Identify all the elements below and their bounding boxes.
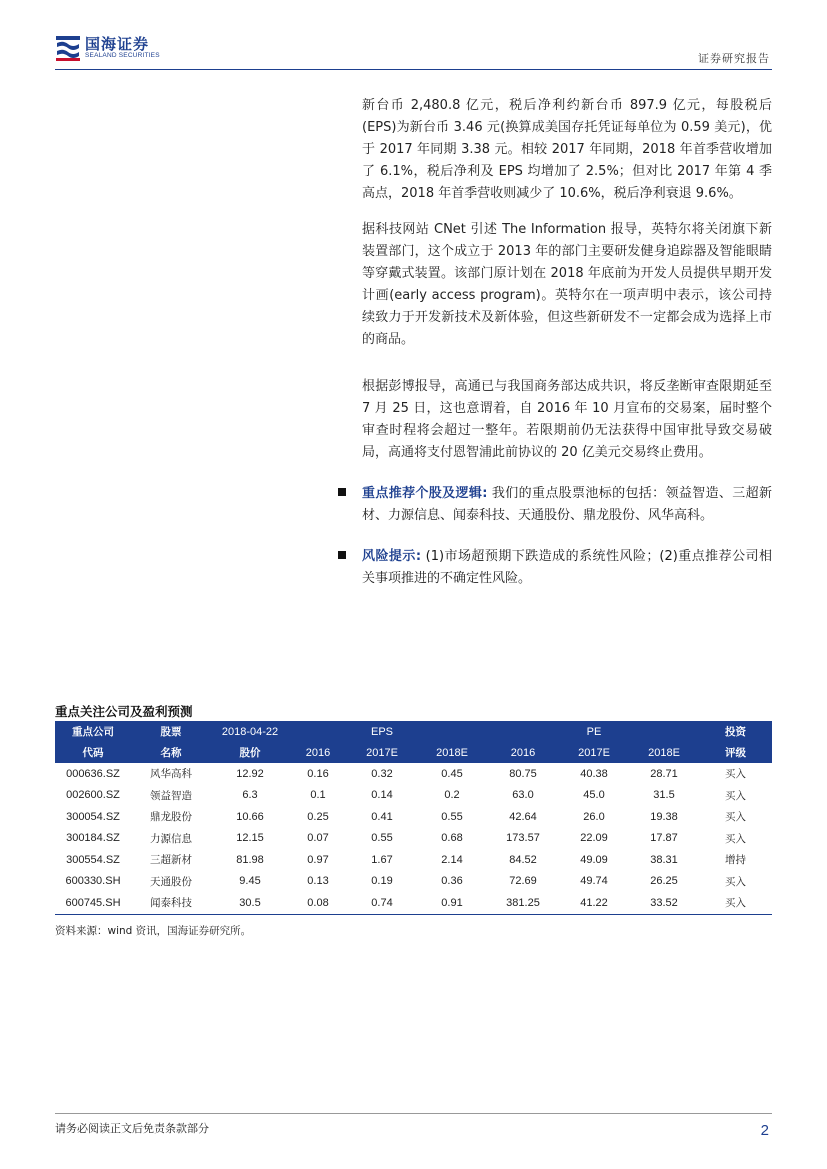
table-cell: 600745.SH <box>55 892 131 914</box>
header-cell: 2016 <box>289 742 347 763</box>
header-cell <box>629 721 699 742</box>
table-row <box>55 806 772 828</box>
table-cell: 0.45 <box>441 767 463 780</box>
table-cell: 381.25 <box>487 892 559 914</box>
table-cell: 0.07 <box>307 832 329 845</box>
table-cell: 0.91 <box>417 892 487 914</box>
bullet-risks <box>338 546 772 590</box>
table-cell: 22.09 <box>580 832 608 845</box>
paragraph-tsmc <box>362 95 772 205</box>
table-cell: 0.55 <box>371 832 393 845</box>
paragraph-qualcomm <box>362 376 772 464</box>
table-cell: 19.38 <box>650 810 678 823</box>
logo-english-name: SEALAND SECURITIES <box>85 52 160 59</box>
header-divider <box>55 69 772 70</box>
table-header-row <box>55 742 772 763</box>
header-cell: 代码 <box>55 742 131 763</box>
bullet-recommendations <box>338 483 772 527</box>
header-cell: PE <box>559 721 629 742</box>
table-cell: 0.1 <box>310 789 326 802</box>
table-cell: 天通股份 <box>150 875 192 888</box>
table-cell: 38.31 <box>650 853 678 866</box>
paragraph-text: 新台币 2,480.8 亿元，税后净利约新台币 897.9 亿元，每股税后(EPS)为新台币 3.46 元(换算成美国存托凭证每单位为 0.59 美元)，优于 2017 年同期 3.38 元。相较 2017 年同期，2018 年首季营收增加了 6.1%，税后净利及 EPS 均增加了 2.5%；但对比 2017 年第 4 季高点，2018 年首季营收则减少了 10.6%，税后净利衰退 9.6%。 <box>362 98 772 201</box>
header-cell: 2017E <box>347 742 417 763</box>
table-cell: 三超新材 <box>150 854 192 867</box>
table-source-note: 资料来源：wind 资讯，国海证券研究所。 <box>55 925 252 937</box>
header-cell <box>417 721 487 742</box>
header-cell: 2018E <box>629 742 699 763</box>
table-row <box>55 849 772 871</box>
forecast-table <box>55 721 772 915</box>
table-cell: 0.2 <box>444 789 460 802</box>
table-cell: 26.0 <box>583 810 605 823</box>
header-cell: 2016 <box>487 742 559 763</box>
table-cell: 0.25 <box>307 810 329 823</box>
table-cell: 49.09 <box>580 853 608 866</box>
table-cell: 0.97 <box>307 853 329 866</box>
header-cell: 名称 <box>131 742 211 763</box>
table-cell: 000636.SZ <box>66 767 120 780</box>
bullet-text: 我们的重点股票池标的包括：领益智造、三超新材、力源信息、闻泰科技、天通股份、鼎龙股份、风华高科。 <box>362 486 772 523</box>
table-cell: 0.16 <box>307 767 329 780</box>
table-cell: 买入 <box>725 811 746 824</box>
table-cell: 81.98 <box>236 853 264 866</box>
table-cell: 41.22 <box>559 892 629 914</box>
page-header <box>55 34 772 70</box>
header-cell: 投资 <box>699 721 772 742</box>
report-type-label: 证券研究报告 <box>698 52 770 65</box>
bullet-square-icon <box>338 488 346 496</box>
header-cell <box>289 721 347 742</box>
table-cell: 31.5 <box>653 789 675 802</box>
table-cell: 买入 <box>725 875 746 888</box>
table-cell: 买入 <box>725 832 746 845</box>
table-row <box>55 892 772 914</box>
company-logo <box>55 34 160 62</box>
table-cell: 增持 <box>725 854 746 867</box>
header-cell: 重点公司 <box>55 721 131 742</box>
table-cell: 33.52 <box>629 892 699 914</box>
table-cell: 72.69 <box>509 875 537 888</box>
bullet-square-icon <box>338 551 346 559</box>
table-cell: 10.66 <box>236 810 264 823</box>
table-cell: 0.13 <box>307 875 329 888</box>
table-cell: 0.19 <box>371 875 393 888</box>
table-cell: 12.92 <box>236 767 264 780</box>
disclaimer-note: 请务必阅读正文后免责条款部分 <box>55 1122 209 1135</box>
table-row <box>55 871 772 893</box>
table-cell: 0.41 <box>371 810 393 823</box>
page-number: 2 <box>760 1122 769 1139</box>
table-cell: 0.55 <box>441 810 463 823</box>
table-cell: 1.67 <box>371 853 393 866</box>
table-cell: 49.74 <box>580 875 608 888</box>
paragraph-text: 据科技网站 CNet 引述 The Information 报导，英特尔将关闭旗下新装置部门，这个成立于 2013 年的部门主要研发健身追踪器及智能眼睛等穿戴式装置。该部门原计划在 2018 年底前为开发人员提供早期开发计画(early access program)。英特尔在一项声明中表示，该公司持续致力于开发新技术及新体验，但这些新研发不一定都会成为选择上市的商品。 <box>362 222 772 347</box>
bullet-title: 重点推荐个股及逻辑: <box>362 486 488 501</box>
table-cell: 300054.SZ <box>66 810 120 823</box>
table-cell: 002600.SZ <box>66 789 120 802</box>
table-cell: 30.5 <box>211 892 289 914</box>
header-cell: 股票 <box>131 721 211 742</box>
table-cell: 买入 <box>699 892 772 914</box>
table-cell: 40.38 <box>580 767 608 780</box>
table-cell: 力源信息 <box>150 832 192 845</box>
header-cell: 评级 <box>699 742 772 763</box>
header-cell: 2018-04-22 <box>211 721 289 742</box>
table-cell: 闻泰科技 <box>131 892 211 914</box>
header-cell <box>487 721 559 742</box>
table-row <box>55 828 772 850</box>
bullet-text: (1)市场超预期下跌造成的系统性风险；(2)重点推荐公司相关事项推进的不确定性风险。 <box>362 549 773 586</box>
table-row <box>55 785 772 807</box>
table-cell: 买入 <box>725 789 746 802</box>
header-cell: EPS <box>347 721 417 742</box>
table-cell: 0.08 <box>289 892 347 914</box>
table-cell: 26.25 <box>650 875 678 888</box>
header-cell: 股价 <box>211 742 289 763</box>
table-cell: 0.74 <box>347 892 417 914</box>
table-cell: 42.64 <box>509 810 537 823</box>
table-title: 重点关注公司及盈利预测 <box>55 704 193 719</box>
paragraph-intel <box>362 219 772 351</box>
table-cell: 84.52 <box>509 853 537 866</box>
table-cell: 28.71 <box>650 767 678 780</box>
header-cell: 2017E <box>559 742 629 763</box>
table-cell: 买入 <box>725 768 746 781</box>
table-cell: 173.57 <box>506 832 540 845</box>
table-cell: 0.68 <box>441 832 463 845</box>
table-cell: 鼎龙股份 <box>150 811 192 824</box>
table-cell: 45.0 <box>583 789 605 802</box>
sealand-logo-icon <box>55 34 81 62</box>
table-cell: 300184.SZ <box>66 832 120 845</box>
header-cell: 2018E <box>417 742 487 763</box>
table-header-row <box>55 721 772 742</box>
table-row <box>55 763 772 785</box>
table-cell: 12.15 <box>236 832 264 845</box>
table-cell: 6.3 <box>242 789 258 802</box>
table-cell: 300554.SZ <box>66 853 120 866</box>
table-cell: 0.14 <box>371 789 393 802</box>
table-cell: 63.0 <box>512 789 534 802</box>
table-cell: 2.14 <box>441 853 463 866</box>
table-cell: 0.32 <box>371 767 393 780</box>
table-cell: 80.75 <box>509 767 537 780</box>
table-cell: 0.36 <box>441 875 463 888</box>
table-cell: 领益智造 <box>150 789 192 802</box>
footer-divider <box>55 1113 772 1114</box>
table-cell: 风华高科 <box>150 768 192 781</box>
bullet-title: 风险提示: <box>362 549 422 564</box>
table-cell: 600330.SH <box>65 875 121 888</box>
table-cell: 17.87 <box>650 832 678 845</box>
paragraph-text: 根据彭博报导，高通已与我国商务部达成共识，将反垄断审查限期延至 7 月 25 日，这也意谓着，自 2016 年 10 月宣布的交易案，届时整个审查时程将会超过一整年。若限期前仍无法获得中国审批导致交易破局，高通将支付恩智浦此前协议的 20 亿美元交易终止费用。 <box>362 379 772 460</box>
logo-chinese-name: 国海证券 <box>85 35 150 53</box>
table-cell: 9.45 <box>239 875 261 888</box>
